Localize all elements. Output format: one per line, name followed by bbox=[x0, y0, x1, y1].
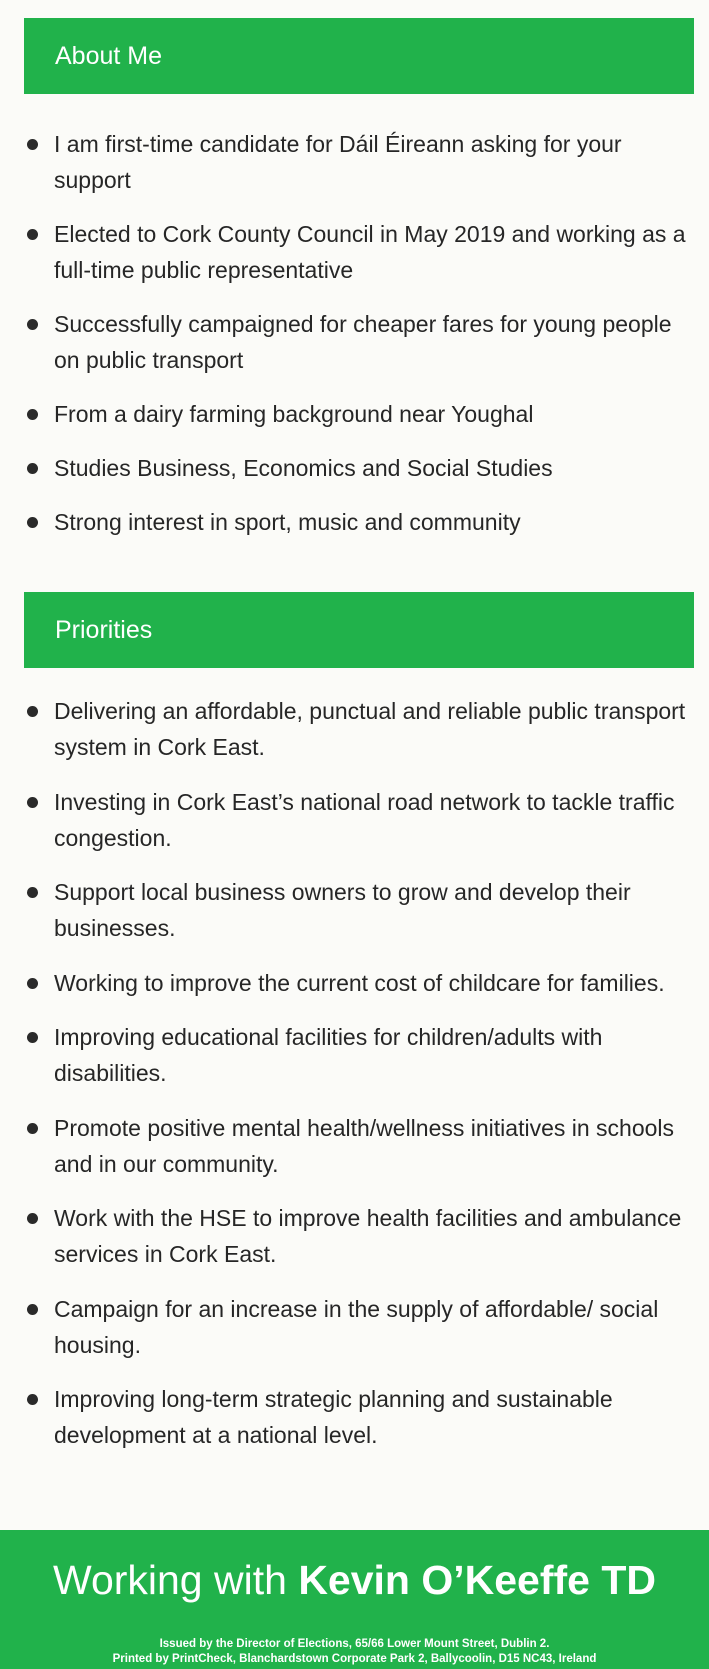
about-me-list bbox=[24, 126, 694, 558]
priority-item-text: Investing in Cork East’s national road network to tackle traffic congestion. bbox=[54, 788, 675, 851]
bullet-icon bbox=[27, 887, 38, 898]
priorities-list bbox=[24, 693, 694, 1472]
about-me-header bbox=[24, 18, 694, 94]
candidate-name: Kevin O’Keeffe TD bbox=[298, 1557, 657, 1603]
bullet-icon bbox=[27, 1304, 38, 1315]
priority-item-text: Working to improve the current cost of childcare for families. bbox=[54, 969, 665, 996]
bullet-icon bbox=[27, 139, 38, 150]
slogan-prefix: Working with bbox=[52, 1557, 299, 1603]
bullet-icon bbox=[27, 319, 38, 330]
campaign-footer bbox=[0, 1530, 709, 1669]
priority-item-text: Work with the HSE to improve health facilities and ambulance services in Cork East. bbox=[54, 1205, 682, 1267]
bullet-icon bbox=[27, 1123, 38, 1134]
bullet-icon bbox=[27, 706, 38, 717]
priority-item bbox=[24, 965, 694, 1001]
bullet-icon bbox=[27, 409, 38, 420]
bullet-icon bbox=[27, 517, 38, 528]
bullet-icon bbox=[27, 797, 38, 808]
priority-item-text: Promote positive mental health/wellness initiatives in schools and in our community. bbox=[54, 1114, 675, 1177]
bullet-icon bbox=[27, 1394, 38, 1405]
about-item-text: Strong interest in sport, music and community bbox=[54, 509, 521, 535]
priority-item-text: Support local business owners to grow and develop their businesses. bbox=[54, 879, 631, 941]
about-item bbox=[24, 306, 694, 378]
priority-item bbox=[24, 784, 694, 856]
bullet-icon bbox=[27, 229, 38, 240]
about-item bbox=[24, 216, 694, 288]
about-item bbox=[24, 450, 694, 486]
priority-item bbox=[24, 1110, 694, 1182]
priority-item bbox=[24, 693, 694, 765]
priorities-title: Priorities bbox=[55, 615, 153, 644]
bullet-icon bbox=[27, 1032, 38, 1043]
about-item-text: Successfully campaigned for cheaper fares for young people on public transport bbox=[54, 311, 672, 373]
priority-item bbox=[24, 1291, 694, 1363]
bullet-icon bbox=[27, 1213, 38, 1224]
about-me-title: About Me bbox=[55, 41, 163, 70]
about-item bbox=[24, 126, 694, 198]
about-item-text: I am first-time candidate for Dáil Éireann asking for your support bbox=[54, 131, 622, 193]
priority-item bbox=[24, 874, 694, 946]
about-item bbox=[24, 396, 694, 432]
priority-item-text: Delivering an affordable, punctual and reliable public transport system in Cork East. bbox=[54, 698, 686, 760]
priority-item-text: Campaign for an increase in the supply of affordable/ social housing. bbox=[54, 1295, 659, 1358]
about-item-text: Elected to Cork County Council in May 2019 and working as a full-time public representative bbox=[54, 221, 686, 283]
about-item-text: Studies Business, Economics and Social Studies bbox=[54, 455, 553, 481]
issued-by-text: Issued by the Director of Elections, 65/66 Lower Mount Street, Dublin 2. bbox=[159, 1638, 550, 1650]
priorities-header bbox=[24, 592, 694, 668]
priority-item-text: Improving educational facilities for children/adults with disabilities. bbox=[54, 1024, 603, 1086]
priority-item-text: Improving long-term strategic planning and sustainable development at a national level. bbox=[54, 1386, 613, 1448]
priority-item bbox=[24, 1200, 694, 1272]
campaign-slogan bbox=[0, 1556, 709, 1604]
bullet-icon bbox=[27, 463, 38, 474]
priority-item bbox=[24, 1381, 694, 1453]
about-item bbox=[24, 504, 694, 540]
priority-item bbox=[24, 1019, 694, 1091]
printed-by-text: Printed by PrintCheck, Blanchardstown Corporate Park 2, Ballycoolin, D15 NC43, Ireland bbox=[112, 1653, 597, 1665]
bullet-icon bbox=[27, 978, 38, 989]
about-item-text: From a dairy farming background near Youghal bbox=[54, 401, 534, 427]
